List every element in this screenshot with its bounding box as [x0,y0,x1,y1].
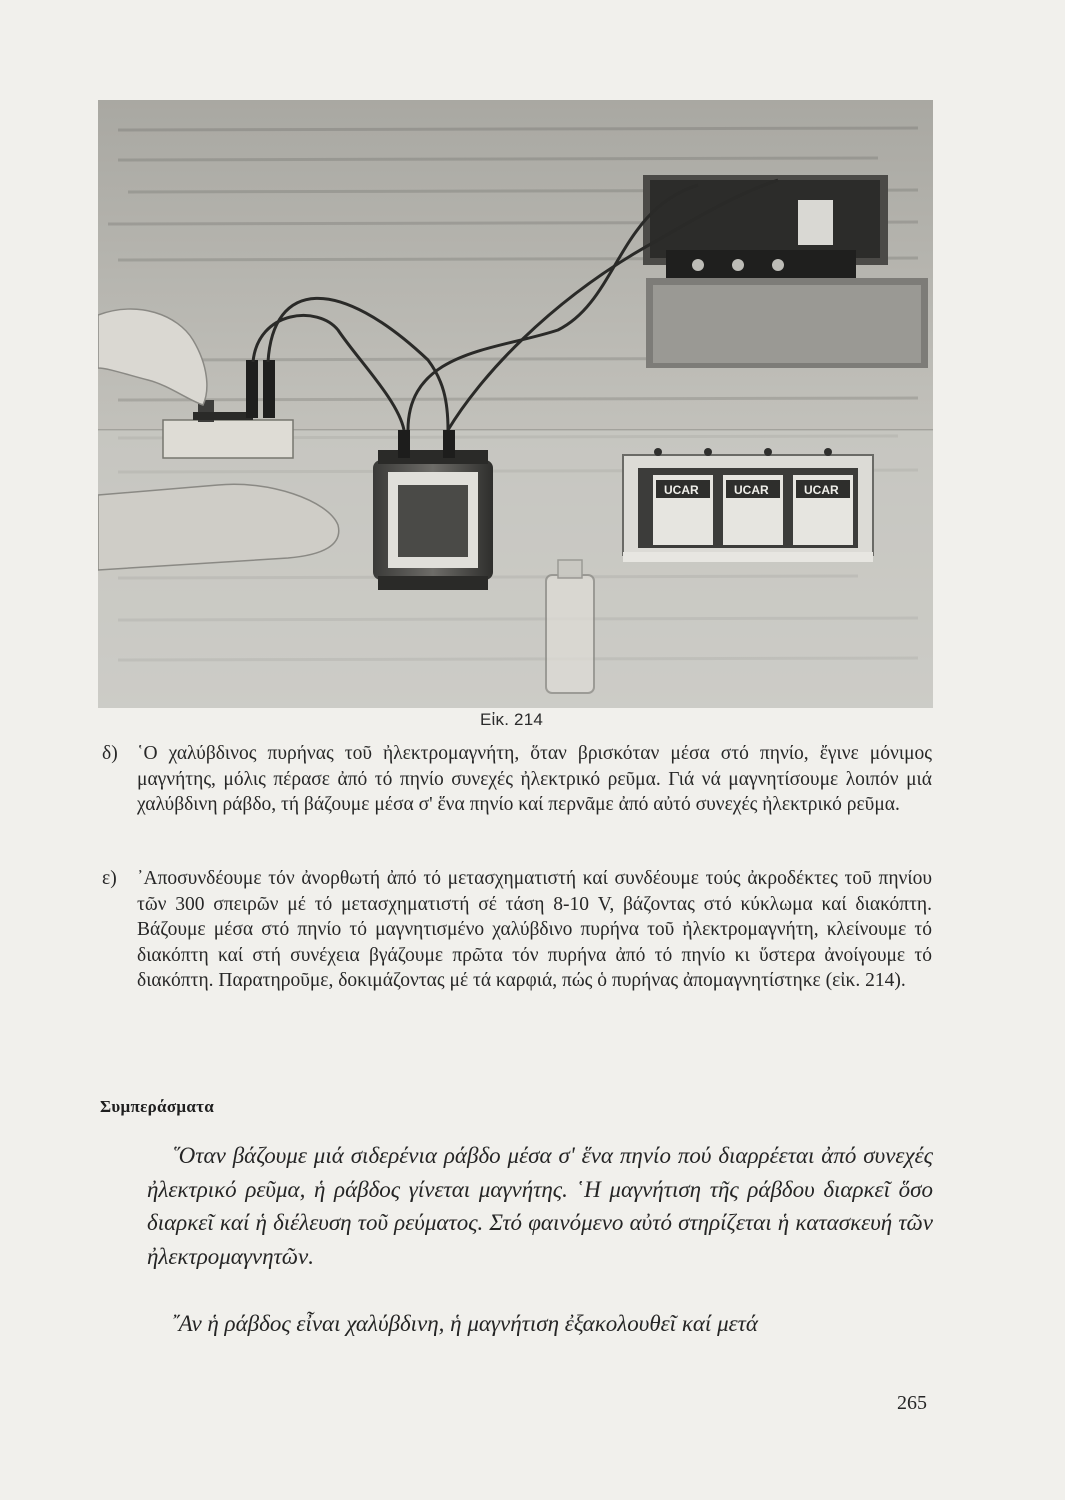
paragraph-text: ᾿Αποσυνδέουμε τόν ἀνορθωτή ἀπό τό μετασχηματιστή καί συνδέουμε τούς ἀκροδέκτες τοῦ πηνίου τῶν 300 σπειρῶν μέ τό μετασχηματιστή σέ τάση 8-10 V, βάζοντας στό κύκλωμα καί διακόπτη. Βάζουμε μέσα στό πηνίο τό μαγνητισμένο χαλύβδινο πυρήνα τοῦ ἠλεκτρομαγνήτη, κλείνουμε τό διακόπτη καί στή συνέχεια βγάζουμε πρῶτα τόν πυρήνα ἀπό τό πηνίο κι ὕστερα ἀνοίγουμε τό διακόπτη. Παρατηροῦμε, δοκιμάζοντας μέ τά καρφιά, πώς ὁ πυρήνας ἀπομαγνητίστηκε (εἰκ. 214). [137,868,932,992]
paragraph-e [100,866,932,994]
battery-label: UCAR [734,483,769,497]
conclusion-paragraph: ῞Οταν βάζουμε μιά σιδερένια ράβδο μέσα σ' ἕνα πηνίο πού διαρρέεται ἀπό συνεχές ἠλεκτρικό ρεῦμα, ἡ ράβδος γίνεται μαγνήτης. ῾Η μαγνήτιση τῆς ράβδου διαρκεῖ ὅσο διαρκεῖ καί ἡ διέλευση τοῦ ρεύματος. Στό φαινόμενο αὐτό στηρίζεται ἡ κατασκευή τῶν ἠλεκτρομαγνητῶν. [147,1143,933,1269]
figure-caption: Εἰκ. 214 [480,710,544,729]
section-heading: Συμπεράσματα [100,1097,215,1116]
battery-cells [653,475,853,545]
coil [373,430,493,590]
paragraph-text: ῾Ο χαλύβδινος πυρήνας τοῦ ἠλεκτρομαγνήτη, ὅταν βρισκόταν μέσα στό πηνίο, ἔγινε μόνιμος μαγνήτης, μόλις πέρασε ἀπό τό πηνίο συνεχές ἠλεκτρικό ρεῦμα. Γιά νά μαγνητίσουμε λοιπόν μιά χαλύβδινη ράβδο, τή βάζουμε μέσα σ' ἕνα πηνίο καί περνᾶμε ἀπό αὐτό συνεχές ἠλεκτρικό ρεῦμα. [137,743,932,816]
page-number: 265 [897,1392,927,1414]
conclusion-paragraph: ῎Αν ἡ ράβδος εἶναι χαλύβδινη, ἡ μαγνήτιση ἐξακολουθεῖ καί μετά [171,1311,758,1336]
figure-photo [98,100,933,708]
battery-label: UCAR [804,483,839,497]
battery-holder [623,448,873,562]
list-marker: ε) [102,868,117,889]
list-marker: δ) [102,743,118,764]
paragraph-d [100,741,932,818]
bottle [546,560,594,693]
battery-label: UCAR [664,483,699,497]
